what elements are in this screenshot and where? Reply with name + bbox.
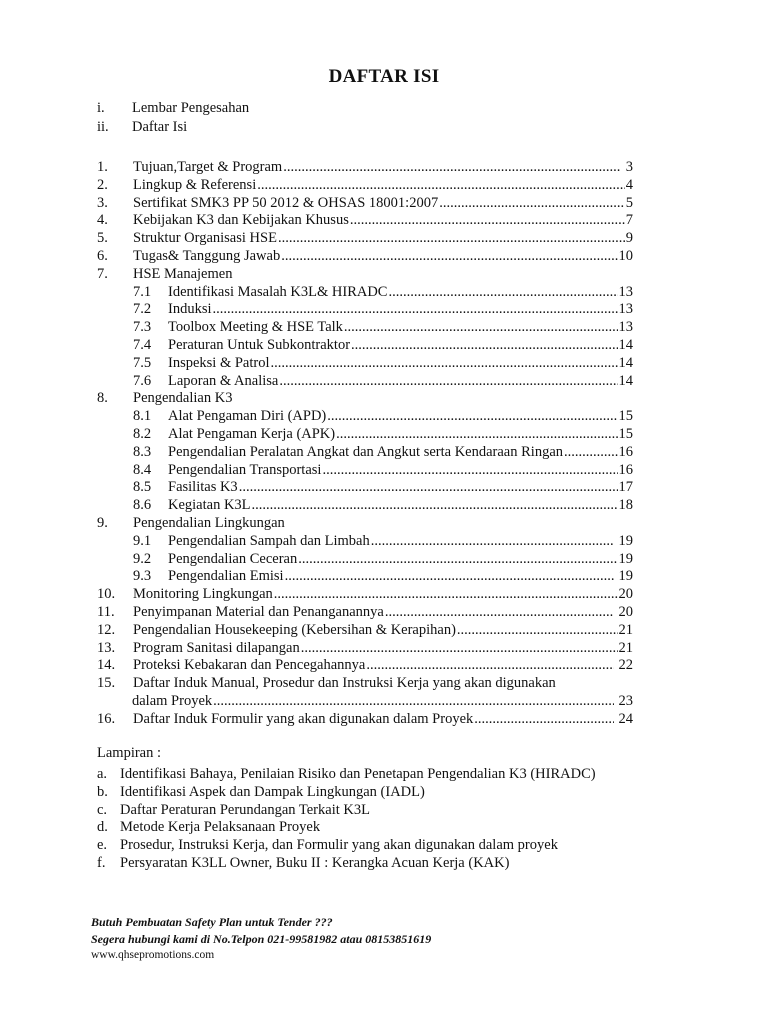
toc-leader-dots <box>271 354 618 372</box>
toc-number: 7.5 <box>133 354 152 371</box>
toc-number: 9.1 <box>133 532 152 549</box>
toc-item <box>97 674 633 692</box>
toc-subitem <box>133 354 633 372</box>
toc-page-number: 14 <box>618 372 633 389</box>
toc-label: Laporan & Analisa <box>168 372 279 389</box>
toc-item <box>97 656 633 674</box>
toc-page-number: 24 <box>614 710 633 727</box>
toc-page-number: 19 <box>614 532 633 549</box>
toc-number: 4. <box>97 212 108 229</box>
toc-page-number: 22 <box>614 657 633 674</box>
toc-item <box>97 639 633 657</box>
toc-label: Penyimpanan Material dan Penanganannya <box>133 604 384 620</box>
toc-leader-dots <box>252 496 618 514</box>
front-item <box>97 118 187 136</box>
toc-label: Identifikasi Masalah K3L& HIRADC <box>168 283 388 300</box>
toc-item <box>97 211 633 229</box>
toc-subitem <box>133 550 633 568</box>
toc-page-number: 5 <box>625 194 633 211</box>
toc-label: Pengendalian Housekeeping (Kebersihan & Kerapihan) <box>133 621 456 638</box>
toc-subitem <box>133 336 633 354</box>
lampiran-text: Persyaratan K3LL Owner, Buku II : Kerangka Acuan Kerja (KAK) <box>120 855 510 871</box>
toc-label: dalam Proyek <box>132 693 213 709</box>
toc-label: Induksi <box>168 301 212 318</box>
toc-leader-dots <box>327 407 617 425</box>
lampiran-text: Identifikasi Aspek dan Dampak Lingkungan (IADL) <box>120 783 425 800</box>
toc-number: 7.4 <box>133 337 152 353</box>
toc-label: Pengendalian Sampah dan Limbah <box>168 532 370 549</box>
toc-number: 8.6 <box>133 497 152 514</box>
toc-page-number: 13 <box>618 283 633 300</box>
toc-label: Pengendalian Lingkungan <box>133 515 285 531</box>
toc-label: Inspeksi & Patrol <box>168 354 270 371</box>
toc-number: 7.1 <box>133 283 152 300</box>
toc-leader-dots <box>213 692 614 710</box>
toc-leader-dots <box>278 229 625 247</box>
toc-number: 15. <box>97 675 116 692</box>
lampiran-letter: d. <box>97 819 108 836</box>
toc-subitem <box>133 567 633 585</box>
toc-number: 6. <box>97 248 108 264</box>
toc-page-number: 19 <box>614 568 633 585</box>
toc-label: Daftar Induk Formulir yang akan digunakan dalam Proyek <box>133 710 474 727</box>
toc-label: Daftar Induk Manual, Prosedur dan Instruksi Kerja yang akan digunakan <box>133 675 556 692</box>
front-item-number: ii. <box>97 119 109 135</box>
toc-item <box>97 514 633 532</box>
footer-line-1: Butuh Pembuatan Safety Plan untuk Tender ??? <box>91 915 333 929</box>
toc-number: 1. <box>97 159 108 175</box>
toc-item <box>97 158 633 176</box>
toc-number: 16. <box>97 710 116 727</box>
toc-page-number: 10 <box>618 248 633 264</box>
toc-label: Fasilitas K3 <box>168 479 238 496</box>
toc-label: Proteksi Kebakaran dan Pencegahannya <box>133 657 366 674</box>
toc-label: Kebijakan K3 dan Kebijakan Khusus <box>133 212 349 229</box>
toc-subitem <box>133 532 633 550</box>
toc-leader-dots <box>439 194 625 212</box>
toc-item <box>97 229 633 247</box>
toc-leader-dots <box>301 639 618 657</box>
lampiran-item <box>97 765 596 783</box>
toc-number: 10. <box>97 586 116 603</box>
toc-page-number: 13 <box>618 301 633 318</box>
toc-page-number: 19 <box>618 550 633 567</box>
toc-number: 8.4 <box>133 461 152 478</box>
toc-number: 11. <box>97 604 115 620</box>
toc-subitem <box>133 407 633 425</box>
footer-line-2: Segera hubungi kami di No.Telpon 021-99581982 atau 08153851619 <box>91 932 432 946</box>
toc-subitem <box>133 372 633 390</box>
toc-number: 5. <box>97 230 108 247</box>
toc-leader-dots <box>385 603 614 621</box>
toc-leader-dots <box>213 300 618 318</box>
toc-label: Pengendalian Transportasi <box>168 461 322 478</box>
lampiran-letter: b. <box>97 783 108 800</box>
toc-item <box>132 692 633 710</box>
toc-subitem <box>133 318 633 336</box>
toc-subitem <box>133 496 633 514</box>
toc-number: 9.2 <box>133 550 152 567</box>
toc-label: Toolbox Meeting & HSE Talk <box>168 319 343 336</box>
toc-page-number: 9 <box>625 230 633 247</box>
toc-label: Monitoring Lingkungan <box>133 586 273 603</box>
toc-page-number: 20 <box>618 586 633 603</box>
toc-page-number: 15 <box>618 408 633 425</box>
toc-leader-dots <box>351 336 617 354</box>
toc-label: Tugas& Tanggung Jawab <box>133 248 281 264</box>
toc-label: Struktur Organisasi HSE <box>133 230 277 247</box>
toc-number: 14. <box>97 657 116 674</box>
toc-item <box>97 194 633 212</box>
lampiran-item <box>97 836 558 854</box>
toc-leader-dots <box>274 585 618 603</box>
toc-page-number: 17 <box>618 479 633 496</box>
toc-number: 7.6 <box>133 372 152 389</box>
toc-label: Program Sanitasi dilapangan <box>133 639 300 656</box>
lampiran-item <box>97 783 425 801</box>
toc-number: 7.3 <box>133 319 152 336</box>
toc-number: 8.2 <box>133 426 152 442</box>
toc-page-number: 21 <box>618 621 633 638</box>
toc-number: 8.5 <box>133 479 152 496</box>
toc-label: Lingkup & Referensi <box>133 176 257 193</box>
toc-subitem <box>133 478 633 496</box>
lampiran-text: Daftar Peraturan Perundangan Terkait K3L <box>120 801 370 818</box>
toc-item <box>97 603 633 621</box>
toc-number: 7.2 <box>133 301 152 318</box>
lampiran-letter: f. <box>97 855 106 871</box>
lampiran-text: Identifikasi Bahaya, Penilaian Risiko dan Penetapan Pengendalian K3 (HIRADC) <box>120 766 596 782</box>
toc-item <box>97 621 633 639</box>
front-item <box>97 99 249 117</box>
lampiran-heading: Lampiran : <box>97 745 162 761</box>
toc-leader-dots <box>388 283 617 301</box>
toc-number: 9. <box>97 515 108 531</box>
toc-leader-dots <box>371 532 614 550</box>
lampiran-text: Metode Kerja Pelaksanaan Proyek <box>120 819 321 836</box>
toc-number: 2. <box>97 176 108 193</box>
lampiran-item <box>97 818 320 836</box>
toc-label: Sertifikat SMK3 PP 50 2012 & OHSAS 18001:2007 <box>133 194 439 211</box>
toc-item <box>97 710 633 728</box>
toc-number: 7. <box>97 265 108 282</box>
toc-page-number: 16 <box>618 461 633 478</box>
toc-label: Kegiatan K3L <box>168 497 251 514</box>
front-item-label: Lembar Pengesahan <box>132 100 250 116</box>
toc-label: Alat Pengaman Kerja (APK) <box>168 426 336 442</box>
toc-number: 9.3 <box>133 568 152 585</box>
toc-page-number: 7 <box>625 212 633 229</box>
toc-page-number: 16 <box>618 443 633 460</box>
toc-leader-dots <box>366 656 614 674</box>
toc-item <box>97 176 633 194</box>
toc-page-number: 20 <box>614 604 633 620</box>
toc-leader-dots <box>285 567 614 585</box>
toc-item <box>97 265 633 283</box>
toc-number: 8.3 <box>133 443 152 460</box>
toc-page-number: 3 <box>622 159 633 175</box>
toc-leader-dots <box>564 443 617 461</box>
toc-number: 8.1 <box>133 408 152 425</box>
toc-page-number: 21 <box>618 639 633 656</box>
toc-page-number: 13 <box>618 319 633 336</box>
front-item-label: Daftar Isi <box>132 119 188 135</box>
toc-item <box>97 585 633 603</box>
toc-leader-dots <box>336 425 617 443</box>
toc-page-number: 14 <box>618 337 633 353</box>
toc-page-number: 18 <box>618 497 633 514</box>
toc-item <box>97 247 633 265</box>
toc-leader-dots <box>322 461 617 479</box>
toc-subitem <box>133 443 633 461</box>
toc-subitem <box>133 283 633 301</box>
toc-page-number: 14 <box>618 354 633 371</box>
toc-label: Alat Pengaman Diri (APD) <box>168 408 327 425</box>
toc-leader-dots <box>257 176 625 194</box>
page-title: DAFTAR ISI <box>328 66 440 87</box>
toc-leader-dots <box>350 211 625 229</box>
toc-leader-dots <box>283 158 621 176</box>
toc-leader-dots <box>474 710 614 728</box>
lampiran-letter: a. <box>97 766 108 782</box>
front-item-number: i. <box>97 100 105 116</box>
toc-subitem <box>133 461 633 479</box>
toc-number: 3. <box>97 194 108 211</box>
lampiran-text: Prosedur, Instruksi Kerja, dan Formulir yang akan digunakan dalam proyek <box>120 837 558 854</box>
toc-label: Tujuan,Target & Program <box>133 159 283 175</box>
toc-subitem <box>133 300 633 318</box>
toc-leader-dots <box>281 247 617 265</box>
toc-page-number: 4 <box>625 176 633 193</box>
footer-website: www.qhsepromotions.com <box>91 949 215 961</box>
toc-leader-dots <box>298 550 617 568</box>
toc-page-number: 23 <box>614 693 633 709</box>
toc-label: HSE Manajemen <box>133 265 233 282</box>
lampiran-letter: e. <box>97 837 108 854</box>
toc-page-number: 15 <box>618 426 633 442</box>
toc-leader-dots <box>344 318 618 336</box>
toc-leader-dots <box>239 478 618 496</box>
toc-number: 12. <box>97 621 116 638</box>
lampiran-item <box>97 801 370 819</box>
toc-label: Pengendalian Emisi <box>168 568 284 585</box>
toc-number: 13. <box>97 639 116 656</box>
lampiran-letter: c. <box>97 801 108 818</box>
toc-label: Pengendalian Ceceran <box>168 550 298 567</box>
toc-number: 8. <box>97 390 108 407</box>
lampiran-item <box>97 854 509 872</box>
toc-label: Pengendalian K3 <box>133 390 233 407</box>
toc-label: Pengendalian Peralatan Angkat dan Angkut serta Kendaraan Ringan <box>168 443 564 460</box>
toc-leader-dots <box>457 621 618 639</box>
toc-subitem <box>133 425 633 443</box>
toc-label: Peraturan Untuk Subkontraktor <box>168 337 351 353</box>
toc-leader-dots <box>279 372 617 390</box>
toc-item <box>97 389 633 407</box>
